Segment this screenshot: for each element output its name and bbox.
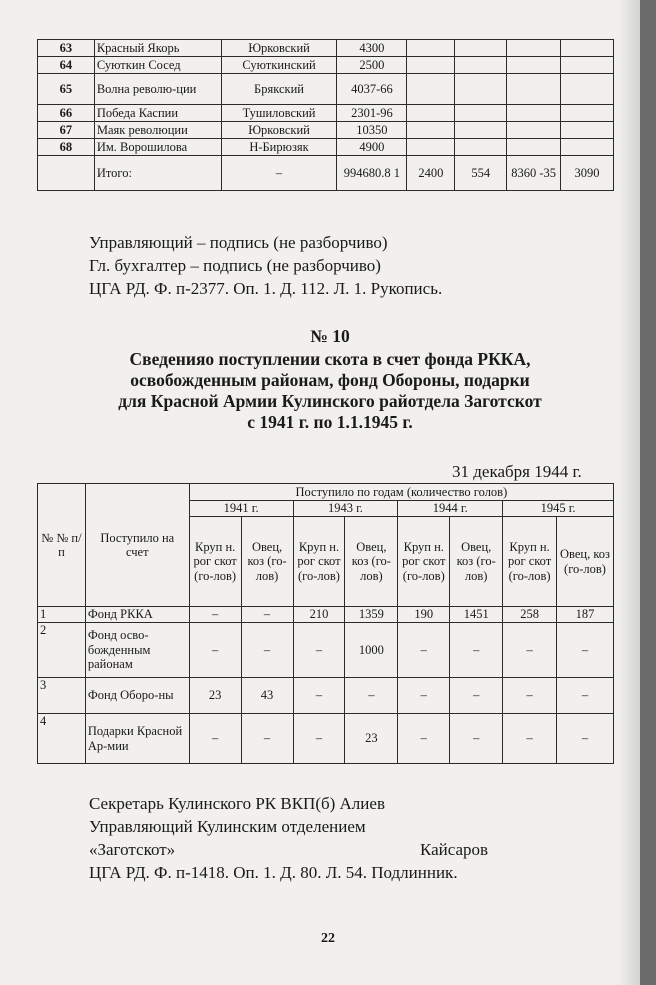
manager-signature: Управляющий – подпись (не разборчиво)	[89, 233, 388, 252]
row-number: 3	[38, 678, 86, 714]
table-cell: 2400	[407, 156, 455, 191]
header-sheep: Овец, коз (го-лов)	[345, 517, 398, 607]
table-cell: 258	[503, 607, 557, 623]
table-cell: 4300	[337, 40, 407, 57]
table-cell: 190	[398, 607, 450, 623]
table-row	[38, 105, 614, 122]
table-cell: –	[221, 156, 337, 191]
table-cell: 210	[293, 607, 345, 623]
continuation-table	[37, 39, 614, 191]
table-cell: Маяк революции	[94, 122, 221, 139]
table-cell: 68	[38, 139, 95, 156]
table-cell: Юрковский	[221, 122, 337, 139]
archive-reference: ЦГА РД. Ф. п-2377. Оп. 1. Д. 112. Л. 1. Рукопись.	[89, 279, 443, 298]
title-line-4: с 1941 г. по 1.1.1945 г.	[247, 412, 413, 432]
table-cell: Юрковский	[221, 40, 337, 57]
table-cell: 10350	[337, 122, 407, 139]
table-cell	[407, 105, 455, 122]
table-row	[38, 122, 614, 139]
table-cell: –	[189, 714, 241, 764]
table-cell: 23	[189, 678, 241, 714]
table-row	[38, 678, 614, 714]
table-cell	[561, 74, 614, 105]
table-cell: Итого:	[94, 156, 221, 191]
row-account: Фонд осво-божденным районам	[85, 623, 189, 678]
header-sheep: Овец, коз (го-лов)	[241, 517, 293, 607]
organization-line	[89, 838, 489, 861]
table-cell	[561, 139, 614, 156]
header-sheep: Овец, коз (го-лов)	[557, 517, 614, 607]
table-cell: 1359	[345, 607, 398, 623]
table-cell: Н-Бирюзяк	[221, 139, 337, 156]
table-cell	[507, 40, 561, 57]
archive-reference: ЦГА РД. Ф. п-1418. Оп. 1. Д. 80. Л. 54. Подлинник.	[89, 863, 458, 882]
title-line-2: освобожденным районам, фонд Обороны, подарки	[130, 370, 530, 390]
table-cell: –	[241, 714, 293, 764]
table-row	[38, 607, 614, 623]
table-row	[38, 74, 614, 105]
table-cell: 994680.8 1	[337, 156, 407, 191]
table-cell: 2500	[337, 57, 407, 74]
header-year-1944: 1944 г.	[398, 501, 503, 517]
table-cell: –	[241, 607, 293, 623]
table-cell	[455, 122, 507, 139]
row-number: 4	[38, 714, 86, 764]
table-cell	[507, 122, 561, 139]
header-cattle: Круп н. рог скот (го-лов)	[189, 517, 241, 607]
table-cell: 64	[38, 57, 95, 74]
table-cell: –	[557, 714, 614, 764]
table-cell	[561, 40, 614, 57]
table-cell: 66	[38, 105, 95, 122]
accountant-signature: Гл. бухгалтер – подпись (не разборчиво)	[89, 256, 381, 275]
table-cell: –	[241, 623, 293, 678]
table-cell: Суюткинский	[221, 57, 337, 74]
table-cell	[507, 57, 561, 74]
total-row	[38, 156, 614, 191]
table-cell: –	[450, 714, 503, 764]
row-number: 2	[38, 623, 86, 678]
table-cell	[561, 57, 614, 74]
table-cell	[455, 139, 507, 156]
table-cell: 554	[455, 156, 507, 191]
row-account: Фонд РККА	[85, 607, 189, 623]
table-cell: 23	[345, 714, 398, 764]
table-cell: –	[398, 714, 450, 764]
table-cell: 1000	[345, 623, 398, 678]
document-title	[60, 349, 600, 433]
table-cell: –	[189, 607, 241, 623]
table-cell	[455, 57, 507, 74]
table-cell: Тушиловский	[221, 105, 337, 122]
table-cell	[407, 40, 455, 57]
row-number: 1	[38, 607, 86, 623]
header-year-1943: 1943 г.	[293, 501, 398, 517]
table-cell	[407, 122, 455, 139]
table-cell: 63	[38, 40, 95, 57]
header-cattle: Круп н. рог скот (го-лов)	[293, 517, 345, 607]
page-number: 22	[321, 931, 335, 946]
table-cell: 3090	[561, 156, 614, 191]
table-cell	[455, 105, 507, 122]
header-number: № № п/п	[38, 484, 86, 607]
table-cell: –	[503, 678, 557, 714]
table-cell: Красный Якорь	[94, 40, 221, 57]
header-year-1941: 1941 г.	[189, 501, 293, 517]
table-cell: –	[450, 678, 503, 714]
table-cell: 67	[38, 122, 95, 139]
table-cell: –	[293, 714, 345, 764]
table-cell: –	[189, 623, 241, 678]
table-cell: –	[293, 623, 345, 678]
table-cell: –	[450, 623, 503, 678]
document-number: № 10	[310, 326, 350, 346]
table-row	[38, 714, 614, 764]
table-cell	[407, 57, 455, 74]
table-cell: –	[345, 678, 398, 714]
table-row	[38, 40, 614, 57]
title-line-3: для Красной Армии Кулинского райотдела Заготскот	[118, 391, 542, 411]
table-cell: 187	[557, 607, 614, 623]
title-line-1: Сведенияо поступлении скота в счет фонда РККА,	[129, 349, 531, 369]
table-cell: Суюткин Сосед	[94, 57, 221, 74]
table-cell: –	[503, 623, 557, 678]
table-cell: Им. Ворошилова	[94, 139, 221, 156]
table-cell: 2301-96	[337, 105, 407, 122]
manager-title: Управляющий Кулинским отделением	[89, 817, 366, 836]
table-row	[38, 623, 614, 678]
secretary-signature: Секретарь Кулинского РК ВКП(б) Алиев	[89, 794, 385, 813]
table-cell	[507, 74, 561, 105]
table-cell	[507, 139, 561, 156]
table-cell: 65	[38, 74, 95, 105]
header-cattle: Круп н. рог скот (го-лов)	[503, 517, 557, 607]
table-cell: –	[503, 714, 557, 764]
header-cattle: Круп н. рог скот (го-лов)	[398, 517, 450, 607]
livestock-table	[37, 483, 614, 764]
document-date: 31 декабря 1944 г.	[452, 462, 582, 481]
table-cell	[561, 105, 614, 122]
table-row	[38, 57, 614, 74]
table-cell: Волна револю-ции	[94, 74, 221, 105]
header-sheep: Овец, коз (го-лов)	[450, 517, 503, 607]
table-cell: –	[398, 678, 450, 714]
table-cell: Брякский	[221, 74, 337, 105]
header-years: Поступило по годам (количество голов)	[189, 484, 613, 501]
table-cell	[407, 74, 455, 105]
organization-name: «Заготскот»	[89, 840, 176, 859]
row-account: Фонд Оборо-ны	[85, 678, 189, 714]
table-cell: Победа Каспии	[94, 105, 221, 122]
table-cell: 8360 -35	[507, 156, 561, 191]
table-cell: –	[398, 623, 450, 678]
table-cell: –	[293, 678, 345, 714]
table-cell	[38, 156, 95, 191]
signatures-block-1	[89, 231, 442, 300]
header-year-1945: 1945 г.	[503, 501, 614, 517]
table-cell: –	[557, 623, 614, 678]
table-cell	[455, 40, 507, 57]
table-cell: 4037-66	[337, 74, 407, 105]
table-cell	[561, 122, 614, 139]
table-cell	[455, 74, 507, 105]
header-account: Поступило на счет	[85, 484, 189, 607]
row-account: Подарки Красной Ар-мии	[85, 714, 189, 764]
table-cell: 43	[241, 678, 293, 714]
table-cell	[407, 139, 455, 156]
table-cell: 1451	[450, 607, 503, 623]
table-cell	[507, 105, 561, 122]
manager-name: Кайсаров	[420, 840, 489, 859]
signatures-block-2	[89, 792, 489, 884]
table-row	[38, 139, 614, 156]
table-cell: –	[557, 678, 614, 714]
table-cell: 4900	[337, 139, 407, 156]
